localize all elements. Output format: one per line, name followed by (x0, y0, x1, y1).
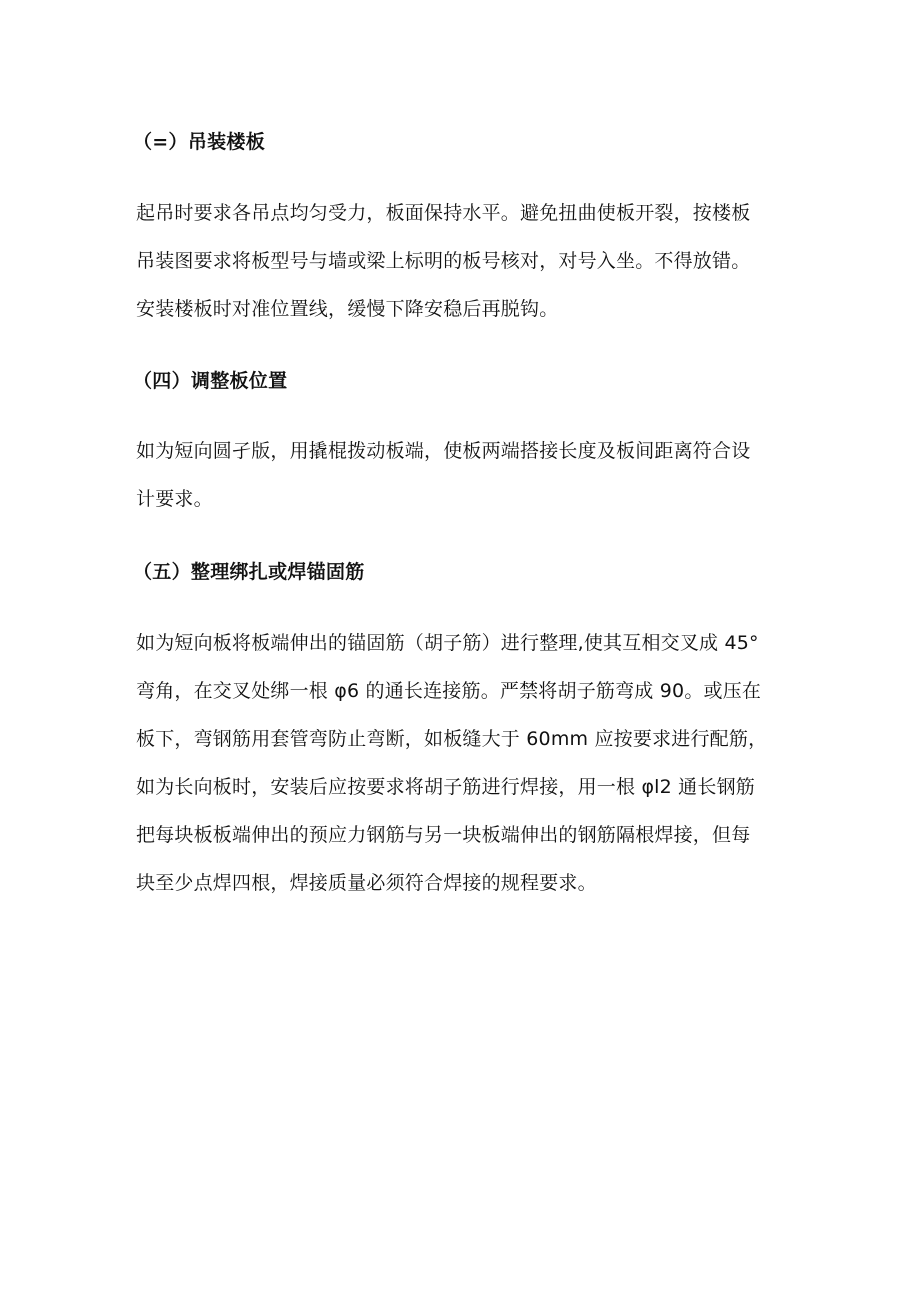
section-heading-3: （=）吊装楼板 (133, 131, 266, 153)
paragraph-line: 如为短向板将板端伸出的锚固筋（胡子筋）进行整理,使其互相交叉成 45° (136, 632, 759, 654)
section-heading-5: （五）整理绑扎或焊锚固筋 (133, 561, 365, 583)
paragraph-line: 板下，弯钢筋用套管弯防止弯断，如板缝大于 60mm 应按要求进行配筋， (136, 728, 768, 750)
paragraph-line: 计要求。 (136, 488, 213, 510)
section-paragraph-5 (136, 631, 796, 895)
paragraph-line: 如为长向板时，安装后应按要求将胡子筋进行焊接，用一根 φl2 通长钢筋 (136, 776, 755, 798)
paragraph-line: 弯角，在交叉处绑一根 φ6 的通长连接筋。严禁将胡子筋弯成 90。或压在 (136, 680, 762, 702)
paragraph-line: 吊装图要求将板型号与墙或梁上标明的板号核对，对号入坐。不得放错。 (136, 250, 751, 272)
paragraph-line: 块至少点焊四根，焊接质量必须符合焊接的规程要求。 (136, 872, 597, 894)
paragraph-line: 起吊时要求各吊点均匀受力，板面保持水平。避免扭曲使板开裂，按楼板 (136, 202, 751, 224)
section-paragraph-3 (136, 201, 796, 321)
section-heading-4: （四）调整板位置 (133, 370, 288, 392)
paragraph-line: 把每块板板端伸出的预应力钢筋与另一块板端伸出的钢筋隔根焊接，但每 (136, 824, 751, 846)
paragraph-line: 如为短向圆孑版，用撬棍拨动板端，使板两端搭接长度及板间距离符合设 (136, 440, 751, 462)
section-paragraph-4 (136, 439, 796, 511)
paragraph-line: 安装楼板时对准位置线，缓慢下降安稳后再脱钩。 (136, 298, 559, 320)
